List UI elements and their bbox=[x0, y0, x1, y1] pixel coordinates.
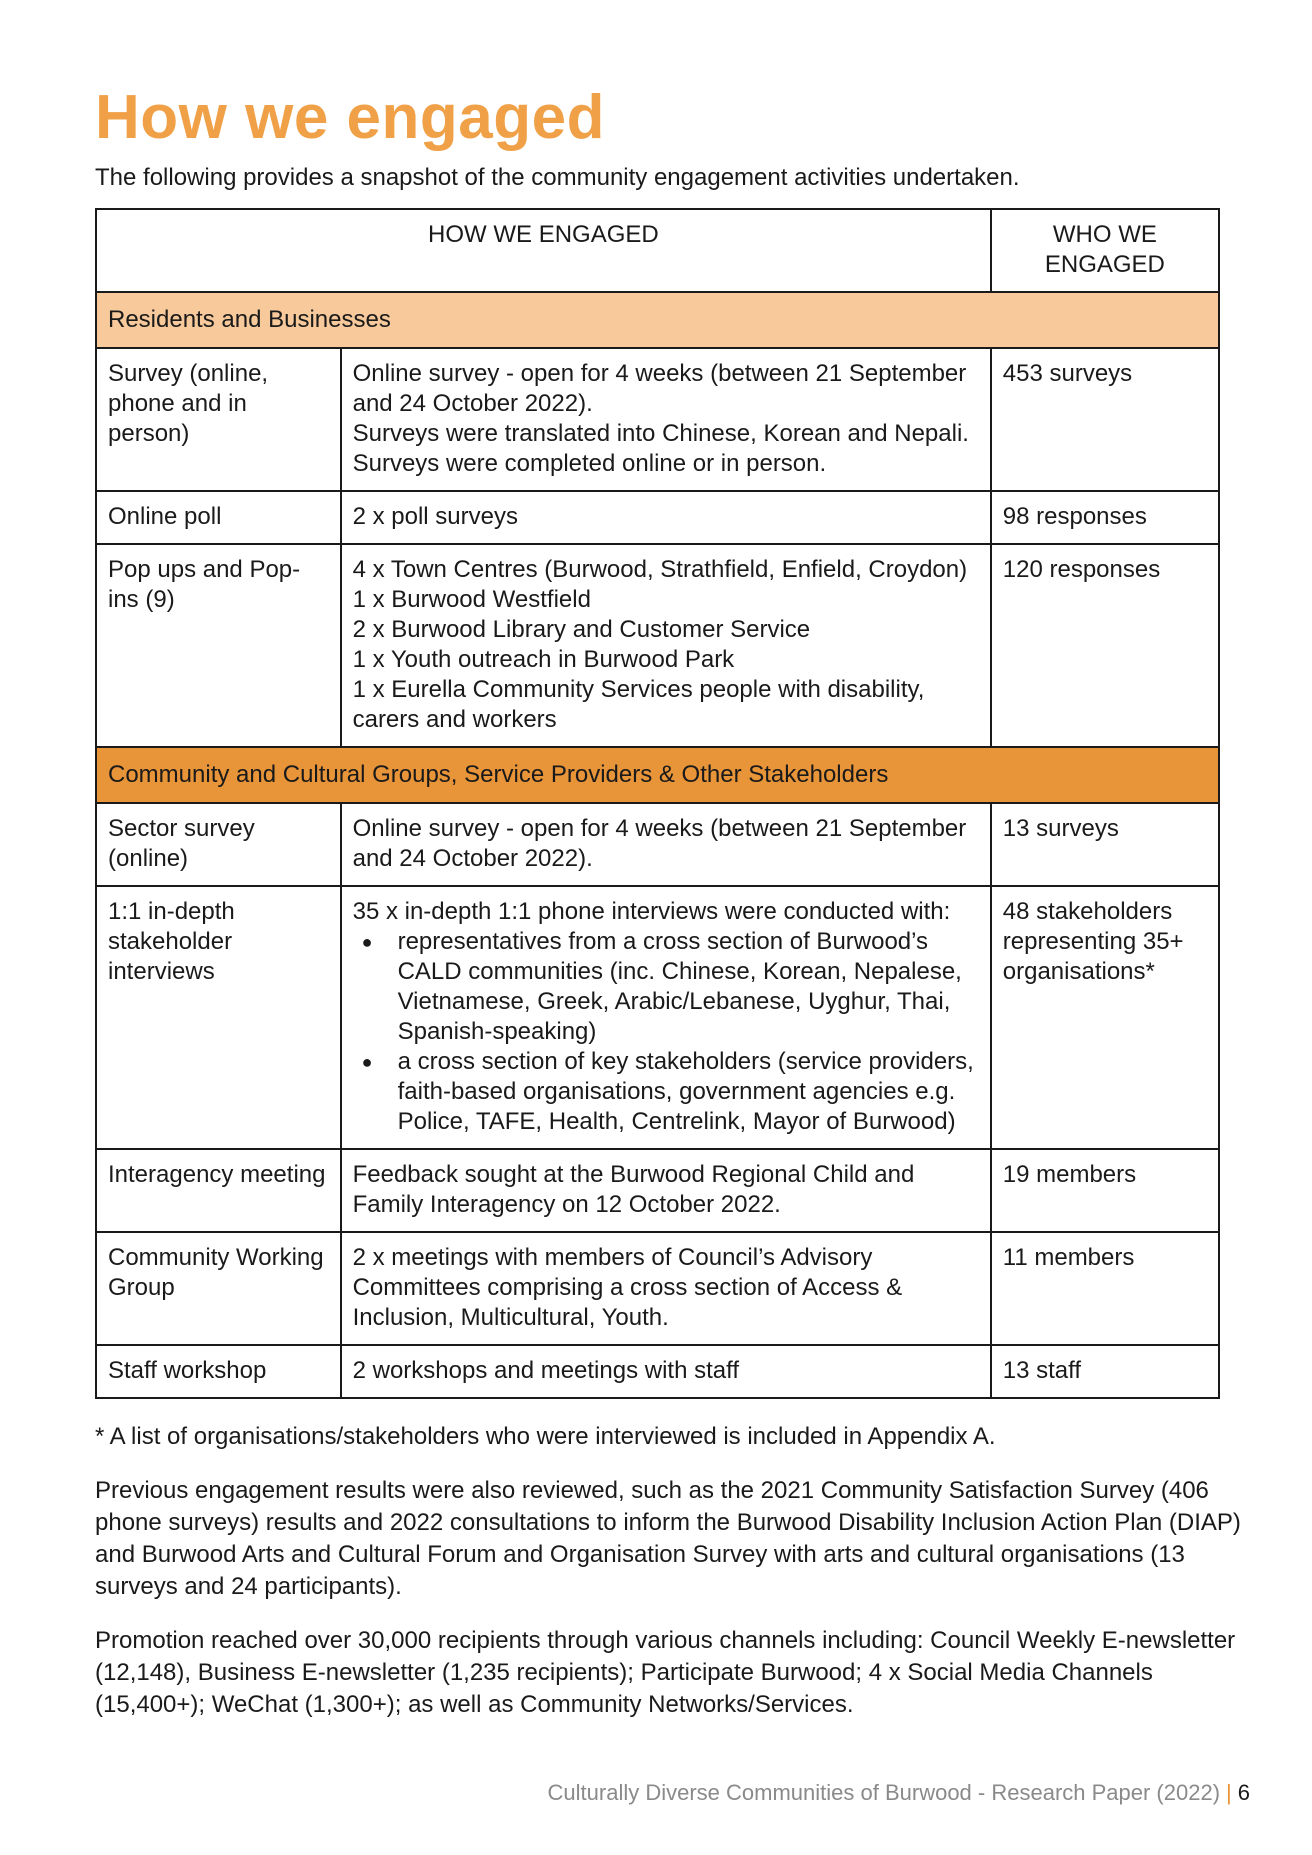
details-cell bbox=[341, 348, 991, 491]
table-row bbox=[96, 803, 1219, 886]
footnote: * A list of organisations/stakeholders who were interviewed is included in Appendix A. bbox=[95, 1423, 996, 1450]
who-cell: 48 stakeholders representing 35+ organisations* bbox=[991, 886, 1219, 1149]
table-row bbox=[96, 1149, 1219, 1232]
detail-line: 2 x meetings with members of Council’s Advisory Committees comprising a cross section of Access & Inclusion, Multicultural, Youth. bbox=[352, 1244, 903, 1331]
detail-line: 4 x Town Centres (Burwood, Strathfield, Enfield, Croydon) bbox=[352, 556, 968, 583]
table-row bbox=[96, 491, 1219, 544]
footer-separator: | bbox=[1226, 1780, 1232, 1805]
table-header-row bbox=[96, 209, 1219, 292]
footer-text: Culturally Diverse Communities of Burwood - Research Paper (2022) bbox=[547, 1780, 1221, 1805]
details-cell bbox=[341, 886, 991, 1149]
bullet-item: ● representatives from a cross section of Burwood’s CALD communities (inc. Chinese, Korean, Nepalese, Vietnamese, Greek, Arabic/Lebanese, Uyghur, Thai, Spanish-speaking) bbox=[398, 927, 979, 1047]
section-row-stakeholders bbox=[96, 747, 1219, 803]
method-cell: Online poll bbox=[96, 491, 341, 544]
details-cell bbox=[341, 803, 991, 886]
who-cell: 120 responses bbox=[991, 544, 1219, 747]
method-cell: Pop ups and Pop-ins (9) bbox=[96, 544, 341, 747]
who-cell: 11 members bbox=[991, 1232, 1219, 1345]
table-row bbox=[96, 886, 1219, 1149]
section-label: Community and Cultural Groups, Service Providers & Other Stakeholders bbox=[96, 747, 1219, 803]
paragraph-promotion: Promotion reached over 30,000 recipients through various channels including: Council Weekly E-newsletter (12,148), Business E-newsletter (1,235 recipients); Participate Burwood; 4 x Social Media Channels (15,400+); WeChat (1,300+); as well as Community Networks/Services. bbox=[95, 1627, 1236, 1718]
page-title: How we engaged bbox=[95, 83, 605, 152]
intro-text: The following provides a snapshot of the community engagement activities undertaken. bbox=[95, 164, 1020, 191]
header-how-we-engaged: HOW WE ENGAGED bbox=[96, 209, 991, 292]
detail-line: 2 workshops and meetings with staff bbox=[352, 1357, 740, 1384]
method-cell: Staff workshop bbox=[96, 1345, 341, 1398]
section-label: Residents and Businesses bbox=[96, 292, 1219, 348]
method-cell: Community Working Group bbox=[96, 1232, 341, 1345]
who-cell: 98 responses bbox=[991, 491, 1219, 544]
detail-line: Online survey - open for 4 weeks (between 21 September and 24 October 2022). bbox=[352, 815, 967, 872]
paragraph-previous-engagement: Previous engagement results were also reviewed, such as the 2021 Community Satisfaction Survey (406 phone surveys) results and 2022 consultations to inform the Burwood Disability Inclusion Action Plan (DIAP) and Burwood Arts and Cultural Forum and Organisation Survey with arts and cultural organisations (13 surveys and 24 participants). bbox=[95, 1477, 1241, 1600]
details-cell bbox=[341, 491, 991, 544]
detail-line: 2 x Burwood Library and Customer Service bbox=[352, 616, 811, 643]
engagement-table bbox=[95, 208, 1220, 1399]
who-cell: 13 staff bbox=[991, 1345, 1219, 1398]
page-footer bbox=[548, 1780, 1250, 1806]
page-number: 6 bbox=[1237, 1780, 1250, 1805]
details-cell bbox=[341, 544, 991, 747]
table-row bbox=[96, 544, 1219, 747]
detail-line: 1 x Youth outreach in Burwood Park bbox=[352, 646, 735, 673]
who-cell: 19 members bbox=[991, 1149, 1219, 1232]
who-cell: 13 surveys bbox=[991, 803, 1219, 886]
header-who-we-engaged: WHO WE ENGAGED bbox=[991, 209, 1219, 292]
detail-line: Surveys were completed online or in person. bbox=[352, 450, 827, 477]
detail-line: 2 x poll surveys bbox=[352, 503, 518, 530]
section-row-residents bbox=[96, 292, 1219, 348]
table-row bbox=[96, 1232, 1219, 1345]
who-cell: 453 surveys bbox=[991, 348, 1219, 491]
table-row bbox=[96, 348, 1219, 491]
detail-line: 35 x in-depth 1:1 phone interviews were conducted with: bbox=[352, 898, 951, 925]
bullet-list bbox=[353, 927, 979, 1137]
details-cell bbox=[341, 1232, 991, 1345]
method-cell: 1:1 in-depth stakeholder interviews bbox=[96, 886, 341, 1149]
detail-line: 1 x Burwood Westfield bbox=[352, 586, 591, 613]
detail-line: Feedback sought at the Burwood Regional Child and Family Interagency on 12 October 2022. bbox=[352, 1161, 915, 1218]
method-cell: Interagency meeting bbox=[96, 1149, 341, 1232]
details-cell bbox=[341, 1345, 991, 1398]
detail-line: Surveys were translated into Chinese, Korean and Nepali. bbox=[352, 420, 969, 447]
table-row bbox=[96, 1345, 1219, 1398]
method-cell: Survey (online, phone and in person) bbox=[96, 348, 341, 491]
method-cell: Sector survey (online) bbox=[96, 803, 341, 886]
page-content bbox=[95, 78, 1241, 1721]
bullet-item: ● a cross section of key stakeholders (service providers, faith-based organisations, government agencies e.g. Police, TAFE, Health, Centrelink, Mayor of Burwood) bbox=[398, 1047, 979, 1137]
detail-line: 1 x Eurella Community Services people with disability, carers and workers bbox=[352, 676, 925, 733]
detail-line: Online survey - open for 4 weeks (between 21 September and 24 October 2022). bbox=[352, 360, 967, 417]
details-cell bbox=[341, 1149, 991, 1232]
